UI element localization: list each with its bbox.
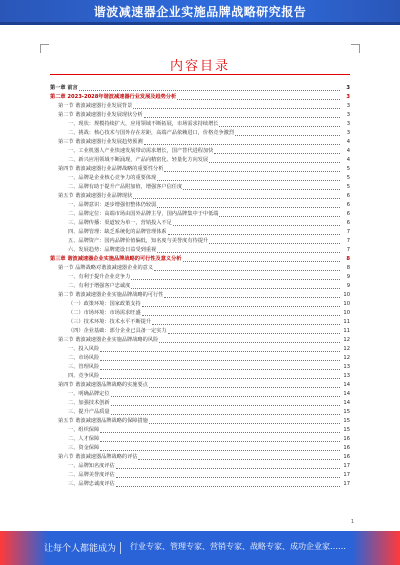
toc-entry[interactable] (50, 147, 350, 156)
toc-entry[interactable] (50, 111, 350, 120)
toc-entry-title: （四）企业基础：部分企业已具备一定实力 (68, 328, 167, 334)
toc-leader-dots (164, 171, 340, 172)
toc-leader-dots (183, 261, 341, 262)
toc-entry[interactable] (50, 318, 350, 327)
toc-entry-page: 3 (346, 103, 350, 109)
toc-entry-title: （三）技术环境：技术水平不断提升 (68, 319, 152, 325)
toc-leader-dots (116, 486, 340, 487)
toc-entry[interactable] (50, 345, 350, 354)
toc-leader-dots (111, 396, 340, 397)
toc-entry[interactable] (50, 399, 350, 408)
toc-entry[interactable] (50, 93, 350, 102)
toc-leader-dots (177, 99, 340, 100)
toc-leader-dots (116, 468, 340, 469)
toc-entry[interactable] (50, 174, 350, 183)
footer-banner (0, 531, 400, 565)
report-title: 谐波减速器企业实施品牌战略研究报告 (93, 5, 307, 19)
toc-entry[interactable] (50, 390, 350, 399)
toc-entry-page: 11 (343, 319, 350, 325)
toc-entry-title: 五、品牌资产：国内品牌价值偏低，知名度与美誉度有待提升 (68, 238, 209, 244)
toc-leader-dots (133, 198, 340, 199)
toc-entry[interactable] (50, 102, 350, 111)
toc-entry-title: 二、品牌有助于提升产品附加值，增强客户信任度 (68, 184, 183, 190)
toc-leader-dots (157, 180, 340, 181)
toc-entry-title: 二、品牌美誉度评估 (68, 472, 115, 478)
toc-entry[interactable] (50, 210, 350, 219)
toc-entry-page: 8 (346, 256, 350, 262)
toc-entry-title: 一、品牌意识：逐步增强但整体仍较弱 (68, 202, 157, 208)
toc-entry-page: 8 (346, 265, 350, 271)
toc-entry-page: 3 (346, 94, 350, 100)
toc-entry-title: 三、管理风险 (68, 364, 100, 370)
toc-entry[interactable] (50, 471, 350, 480)
toc-entry-page: 15 (343, 427, 350, 433)
toc-leader-dots (173, 225, 340, 226)
toc-entry[interactable] (50, 300, 350, 309)
toc-entry[interactable] (50, 291, 350, 300)
toc-entry[interactable] (50, 444, 350, 453)
toc-entry-title: 一、有利于提升企业竞争力 (68, 274, 131, 280)
crop-mark-top-left (40, 44, 49, 53)
toc-leader-dots (100, 378, 340, 379)
toc-entry-title: 三、品牌传播：渠道较为单一，营销投入不足 (68, 220, 172, 226)
page-number: 1 (350, 519, 354, 525)
toc-entry-page: 17 (343, 472, 350, 478)
toc-entry[interactable] (50, 138, 350, 147)
toc-leader-dots (133, 108, 340, 109)
toc-entry[interactable] (50, 480, 350, 489)
toc-entry[interactable] (50, 237, 350, 246)
toc-leader-dots (111, 405, 340, 406)
toc-entry-page: 6 (346, 193, 350, 199)
toc-entry-page: 13 (343, 364, 350, 370)
toc-entry-title: 第三节 谐波减速器企业实施品牌战略的风险 (58, 337, 159, 343)
toc-leader-dots (131, 288, 340, 289)
toc-entry-page: 15 (343, 409, 350, 415)
toc-entry[interactable] (50, 453, 350, 462)
toc-leader-dots (144, 117, 340, 118)
toc-entry-page: 17 (343, 463, 350, 469)
toc-entry[interactable] (50, 381, 350, 390)
toc-entry-page: 3 (346, 130, 350, 136)
toc-entry[interactable] (50, 228, 350, 237)
toc-entry-title: 第一章 前言 (50, 85, 78, 91)
toc-entry[interactable] (50, 201, 350, 210)
toc-leader-dots (100, 441, 340, 442)
toc-entry[interactable] (50, 255, 350, 264)
toc-entry-page: 10 (343, 301, 350, 307)
toc-entry-title: （一）政策环境：国家政策支持 (68, 301, 141, 307)
toc-entry-title: 一、现状：规模持续扩大，应用领域不断拓展，市场需求持续增长 (68, 121, 219, 127)
toc-entry[interactable] (50, 273, 350, 282)
toc-entry-page: 10 (343, 292, 350, 298)
toc-leader-dots (149, 423, 340, 424)
toc-entry-title: （二）市场环境：市场需求旺盛 (68, 310, 141, 316)
toc-entry-page: 4 (346, 148, 350, 154)
footer-slogan: 让每个人都能成为 (44, 544, 117, 554)
toc-leader-dots (142, 315, 340, 316)
toc-entry[interactable] (50, 426, 350, 435)
toc-leader-dots (100, 351, 340, 352)
toc-leader-dots (142, 306, 340, 307)
toc-entry-title: 三、品牌忠诚度评估 (68, 481, 115, 487)
toc-entry-page: 3 (346, 112, 350, 118)
toc-entry-page: 6 (346, 220, 350, 226)
toc-entry[interactable] (50, 219, 350, 228)
toc-entry[interactable] (50, 264, 350, 273)
toc-entry[interactable] (50, 327, 350, 336)
toc-entry-page: 12 (343, 337, 350, 343)
header-stripe (0, 22, 400, 25)
toc-entry-title: 第三节 谐波减速器行业发展趋势预测 (58, 139, 143, 145)
toc-leader-dots (154, 270, 340, 271)
toc-leader-dots (168, 333, 340, 334)
toc-leader-dots (183, 189, 340, 190)
toc-entry-page: 5 (346, 166, 350, 172)
toc-entry-page: 9 (346, 283, 350, 289)
toc-entry-title: 第三章 谐波减速器企业实施品牌战略的可行性及意义分析 (50, 256, 182, 262)
toc-leader-dots (159, 342, 340, 343)
toc-leader-dots (235, 135, 340, 136)
toc-entry[interactable] (50, 435, 350, 444)
toc-entry-page: 16 (343, 454, 350, 460)
toc-leader-dots (152, 324, 340, 325)
toc-entry-title: 二、市场风险 (68, 355, 100, 361)
toc-entry-title: 一、组织保障 (68, 427, 100, 433)
toc-entry[interactable] (50, 120, 350, 129)
toc-entry[interactable] (50, 156, 350, 165)
toc-entry[interactable] (50, 246, 350, 255)
toc-entry-page: 16 (343, 436, 350, 442)
toc-leader-dots (111, 414, 340, 415)
toc-entry[interactable] (50, 183, 350, 192)
toc-entry-title: 第一节 谐波减速器行业发展背景 (58, 103, 133, 109)
toc-entry[interactable] (50, 336, 350, 345)
toc-leader-dots (100, 360, 340, 361)
toc-entry-page: 6 (346, 202, 350, 208)
toc-leader-dots (100, 432, 340, 433)
toc-entry-title: 二、有利于增强客户忠诚度 (68, 283, 131, 289)
toc-entry-title: 一、品牌是企业核心竞争力的重要体现 (68, 175, 157, 181)
toc-entry-title: 第二节 谐波减速器企业实施品牌战略的可行性 (58, 292, 164, 298)
toc-entry-title: 二、加强技术创新 (68, 400, 110, 406)
toc-entry-page: 5 (346, 184, 350, 190)
toc-entry[interactable] (50, 354, 350, 363)
toc-entry-title: 一、明确品牌定位 (68, 391, 110, 397)
toc-entry-page: 9 (346, 274, 350, 280)
toc-entry-title: 一、工业机器人产业快速发展带动需求增长，国产替代进程加快 (68, 148, 214, 154)
toc-entry[interactable] (50, 165, 350, 174)
toc-entry-title: 一、品牌知名度评估 (68, 463, 115, 469)
report-header (0, 0, 400, 22)
toc-entry-page: 13 (343, 373, 350, 379)
toc-entry-title: 第一节 品牌战略对谐波减速器企业的意义 (58, 265, 154, 271)
toc-leader-dots (157, 207, 340, 208)
toc-entry-title: 第六节 谐波减速器品牌战略的评估 (58, 454, 138, 460)
toc-entry-title: 第二节 谐波减速器行业发展现状分析 (58, 112, 143, 118)
toc-entry-page: 15 (343, 418, 350, 424)
toc-entry-title: 第五节 谐波减速器行业品牌现状 (58, 193, 133, 199)
toc-entry-title: 四、竞争风险 (68, 373, 100, 379)
toc-leader-dots (209, 162, 340, 163)
toc-entry[interactable] (50, 129, 350, 138)
toc-leader-dots (79, 90, 340, 91)
toc-entry-page: 12 (343, 355, 350, 361)
toc-leader-dots (131, 279, 340, 280)
toc-entry-title: 二、新兴应用领域不断涌现，产品向精密化、轻量化方向发展 (68, 157, 209, 163)
toc-leader-dots (149, 387, 340, 388)
toc-entry[interactable] (50, 363, 350, 372)
toc-divider (50, 74, 350, 75)
toc-entry-page: 14 (343, 391, 350, 397)
toc-leader-dots (157, 252, 340, 253)
toc-entry[interactable] (50, 408, 350, 417)
toc-entry-page: 7 (346, 247, 350, 253)
toc-entry-title: 二、挑战：核心技术与国外存在差距，高端产品依赖进口，价格竞争激烈 (68, 130, 235, 136)
toc-leader-dots (209, 243, 340, 244)
toc-leader-dots (116, 477, 340, 478)
toc-entry-page: 3 (346, 121, 350, 127)
toc-entry-title: 四、品牌管理：缺乏系统化的品牌管理体系 (68, 229, 167, 235)
toc-entry-title: 三、资金保障 (68, 445, 100, 451)
toc-entry[interactable] (50, 309, 350, 318)
toc-leader-dots (138, 459, 340, 460)
toc-entry-page: 14 (343, 382, 350, 388)
toc-entry-title: 第四节 谐波减速器品牌战略的实施要点 (58, 382, 148, 388)
toc-entry-page: 3 (346, 85, 350, 91)
toc-entry-page: 6 (346, 211, 350, 217)
toc-entry-title: 第二章 2023-2028年谐波减速器行业发展及趋势分析 (50, 94, 177, 100)
footer-separator (120, 542, 121, 554)
toc-entry-title: 一、投入风险 (68, 346, 100, 352)
toc-entry-page: 10 (343, 310, 350, 316)
toc-entry-page: 17 (343, 481, 350, 487)
toc-entry[interactable] (50, 192, 350, 201)
toc-entry[interactable] (50, 372, 350, 381)
table-of-contents (50, 84, 350, 489)
toc-entry-title: 三、提升产品质量 (68, 409, 110, 415)
toc-entry[interactable] (50, 282, 350, 291)
toc-leader-dots (219, 126, 340, 127)
toc-entry-page: 14 (343, 400, 350, 406)
toc-entry-page: 12 (343, 346, 350, 352)
toc-entry-page: 11 (343, 328, 350, 334)
footer-roles: 行业专家、管理专家、营销专家、战略专家、成功企业家…… (130, 542, 346, 551)
toc-entry[interactable] (50, 84, 350, 93)
toc-entry-page: 7 (346, 229, 350, 235)
toc-leader-dots (168, 234, 340, 235)
toc-leader-dots (100, 369, 340, 370)
toc-entry-page: 5 (346, 175, 350, 181)
toc-entry[interactable] (50, 462, 350, 471)
toc-leader-dots (214, 153, 340, 154)
crop-mark-top-right (351, 44, 360, 53)
toc-entry[interactable] (50, 417, 350, 426)
toc-entry-page: 7 (346, 238, 350, 244)
toc-entry-title: 二、品牌定位：高端市场由国外品牌主导，国内品牌集中于中低端 (68, 211, 219, 217)
toc-entry-page: 4 (346, 157, 350, 163)
toc-entry-title: 二、人才保障 (68, 436, 100, 442)
toc-leader-dots (219, 216, 340, 217)
toc-entry-page: 4 (346, 139, 350, 145)
toc-entry-title: 六、发展趋势：品牌建设日益受到重视 (68, 247, 157, 253)
toc-entry-title: 第四节 谐波减速器行业品牌战略的重要性分析 (58, 166, 164, 172)
toc-leader-dots (144, 144, 340, 145)
toc-entry-page: 16 (343, 445, 350, 451)
toc-leader-dots (100, 450, 340, 451)
toc-entry-title: 第五节 谐波减速器品牌战略的保障措施 (58, 418, 148, 424)
toc-leader-dots (164, 297, 340, 298)
toc-heading: 内容目录 (169, 59, 230, 74)
